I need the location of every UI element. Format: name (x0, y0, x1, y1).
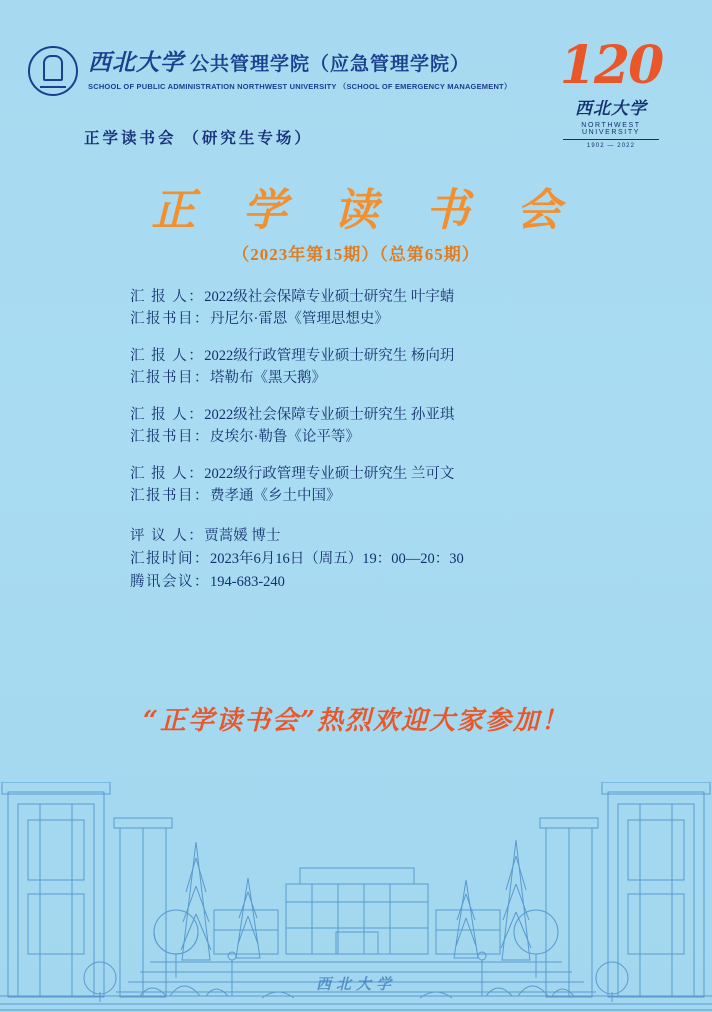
reporter-line (130, 286, 600, 308)
book-label: 汇报书目： (130, 311, 210, 327)
reporter-line (130, 463, 600, 485)
presenter-label: 汇 报 人： (130, 466, 205, 482)
book-label: 汇报书目： (130, 429, 210, 445)
header-chinese-line (88, 44, 512, 77)
reporter-entry (130, 286, 600, 330)
issue-number: （2023年第15期）（总第65期） (232, 245, 480, 264)
book-value: 费孝通《乡土中国》 (210, 488, 341, 504)
reporter-line (130, 404, 600, 426)
anniversary-name-en: NORTHWEST UNIVERSITY (581, 122, 641, 136)
book-value: 皮埃尔·勒鲁《论平等》 (210, 429, 360, 445)
event-details (130, 286, 600, 594)
time-line (130, 548, 600, 571)
university-name-cn: 西北大学 (88, 49, 184, 76)
presenter-label: 汇 报 人： (130, 289, 205, 305)
time-label: 汇报时间： (130, 551, 210, 567)
anniversary-name-cn: 西北大学 (575, 99, 647, 119)
book-value: 塔勒布《黑天鹅》 (210, 370, 326, 386)
book-line (130, 485, 600, 507)
anniversary-divider (563, 139, 659, 140)
reporter-entry (130, 404, 600, 448)
presenter-value: 2022级行政管理专业硕士研究生 杨向玥 (204, 348, 455, 364)
presenter-value: 2022级社会保障专业硕士研究生 孙亚琪 (204, 407, 455, 423)
reporter-entry (130, 345, 600, 389)
book-line (130, 308, 600, 330)
school-name-cn: 公共管理学院（应急管理学院） (190, 54, 471, 75)
presenter-label: 汇 报 人： (130, 407, 205, 423)
welcome-banner: “正学读书会”热烈欢迎大家参加！ (143, 706, 569, 736)
book-label: 汇报书目： (130, 488, 210, 504)
header-text-block (88, 44, 512, 92)
time-value: 2023年6月16日（周五）19：00—20：30 (210, 551, 464, 567)
meeting-line (130, 571, 600, 594)
anniversary-logo (556, 35, 666, 149)
presenter-label: 汇 报 人： (130, 348, 205, 364)
page-title: 正 学 读 书 会 (151, 185, 577, 236)
anniversary-mark: 120 (559, 35, 663, 96)
anniversary-years: 1902 — 2022 (586, 143, 636, 149)
commentator-value: 贾蒿媛 博士 (204, 528, 281, 544)
meeting-label: 腾讯会议： (130, 574, 210, 590)
campus-name-watermark: 西北大学 (315, 975, 396, 993)
book-value: 丹尼尔·雷恩《管理思想史》 (210, 311, 389, 327)
commentator-line (130, 525, 600, 548)
presenter-value: 2022级社会保障专业硕士研究生 叶宇蜻 (204, 289, 455, 305)
event-meta (130, 525, 600, 594)
presenter-value: 2022级行政管理专业硕士研究生 兰可文 (204, 466, 455, 482)
commentator-label: 评 议 人： (130, 528, 205, 544)
book-label: 汇报书目： (130, 370, 210, 386)
reporter-line (130, 345, 600, 367)
event-subheading: 正学读书会 （研究生专场） (84, 130, 313, 147)
book-line (130, 367, 600, 389)
campus-gate-line-art (0, 782, 712, 1012)
university-seal-icon (28, 46, 78, 96)
poster-header (28, 44, 512, 96)
school-name-en: SCHOOL OF PUBLIC ADMINISTRATION NORTHWEST UNIVERSITY （SCHOOL OF EMERGENCY MANAGEMENT） (88, 82, 512, 91)
meeting-id-value: 194-683-240 (210, 574, 285, 590)
reporter-entry (130, 463, 600, 507)
book-line (130, 426, 600, 448)
